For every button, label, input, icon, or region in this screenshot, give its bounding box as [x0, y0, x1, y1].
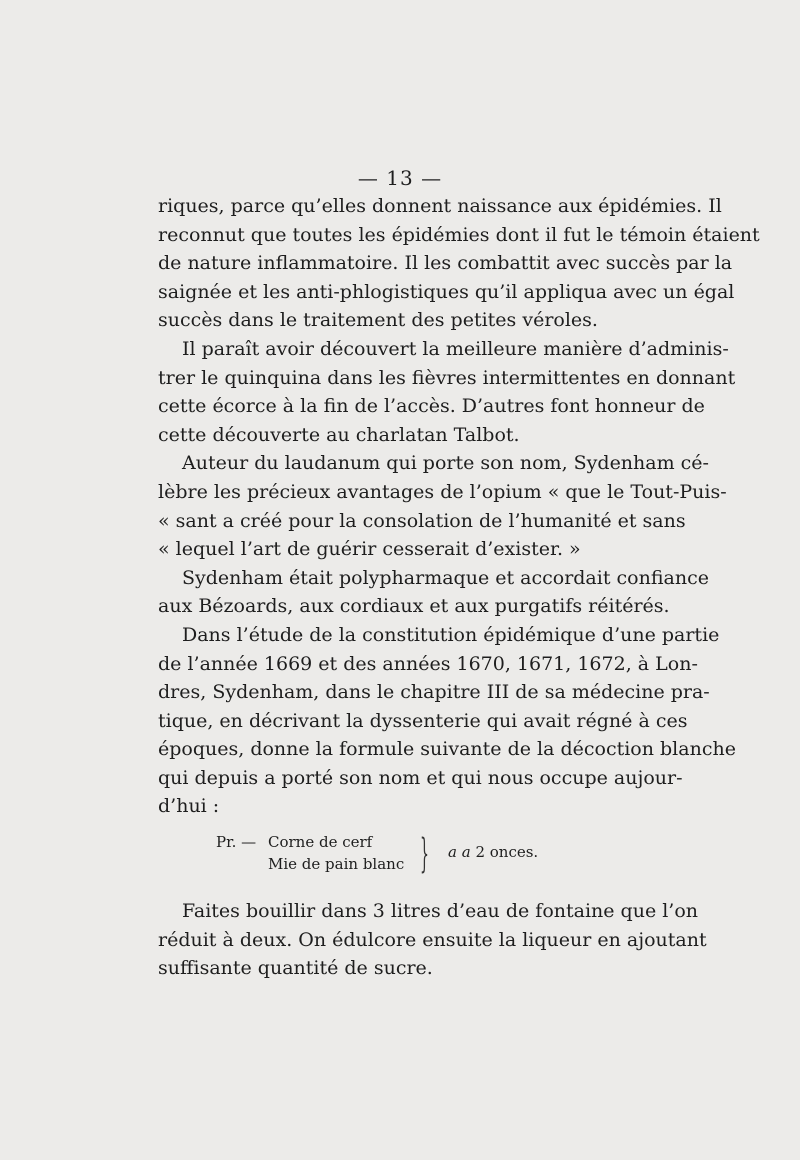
- quantity-value: 2 onces.: [475, 843, 539, 862]
- recipe-formula: [158, 831, 640, 885]
- text-line: réduit à deux. On édulcore ensuite la liqueur en ajoutant: [158, 928, 707, 951]
- text-line: lèbre les précieux avantages de l’opium « que le Tout-Puis-: [158, 480, 727, 503]
- text-line: cette écorce à la fin de l’accès. D’autres font honneur de: [158, 395, 705, 418]
- text-line: qui depuis a porté son nom et qui nous occupe aujour-: [158, 766, 683, 789]
- text-line: de nature inflammatoire. Il les combattit avec succès par la: [158, 252, 733, 275]
- formula-ingredient: Mie de pain blanc: [268, 855, 405, 874]
- text-line: reconnut que toutes les épidémies dont il fut le témoin étaient: [158, 223, 760, 246]
- formula-ingredient: Corne de cerf: [268, 833, 373, 852]
- paragraph-2: [158, 335, 736, 449]
- text-line: Dans l’étude de la constitution épidémique d’une partie: [182, 623, 720, 646]
- formula-prefix: Pr. —: [216, 833, 257, 852]
- text-line: trer le quinquina dans les fièvres intermittentes en donnant: [158, 366, 736, 389]
- text-line: époques, donne la formule suivante de la décoction blanche: [158, 738, 736, 761]
- text-line: cette découverte au charlatan Talbot.: [158, 423, 520, 446]
- text-line: « sant a créé pour la consolation de l’humanité et sans: [158, 509, 686, 532]
- text-line: Sydenham était polypharmaque et accordait confiance: [182, 566, 709, 589]
- text-line: saignée et les anti-phlogistiques qu’il appliqua avec un égal: [158, 280, 735, 303]
- quantity-symbol: a a: [448, 843, 471, 862]
- text-line: succès dans le traitement des petites véroles.: [158, 309, 598, 332]
- text-line: aux Bézoards, aux cordiaux et aux purgatifs réitérés.: [158, 595, 670, 618]
- text-line: riques, parce qu’elles donnent naissance aux épidémies. Il: [158, 195, 722, 217]
- text-line: d’hui :: [158, 795, 220, 818]
- text-line: « lequel l’art de guérir cesserait d’exister. »: [158, 538, 581, 561]
- formula-quantity: [448, 843, 538, 861]
- text-line: Faites bouillir dans 3 litres d’eau de fontaine que l’on: [182, 900, 699, 923]
- text-line: tique, en décrivant la dyssenterie qui avait régné à ces: [158, 709, 688, 732]
- body-text: [158, 192, 760, 983]
- paragraph-3: [158, 449, 727, 563]
- text-line: Auteur du laudanum qui porte son nom, Sydenham cé-: [182, 452, 709, 475]
- brace-symbol: }: [420, 831, 429, 878]
- text-line: de l’année 1669 et des années 1670, 1671, 1672, à Lon-: [158, 652, 698, 675]
- paragraph-5: [158, 621, 736, 821]
- text-line: Il paraît avoir découvert la meilleure manière d’adminis-: [182, 337, 729, 360]
- paragraph-4: [158, 564, 709, 621]
- text-line: dres, Sydenham, dans le chapitre III de sa médecine pra-: [158, 681, 710, 704]
- page-number: — 13 —: [357, 166, 443, 190]
- paragraph-1: [158, 192, 760, 335]
- text-line: suffisante quantité de sucre.: [158, 957, 433, 980]
- paragraph-6: [158, 897, 707, 983]
